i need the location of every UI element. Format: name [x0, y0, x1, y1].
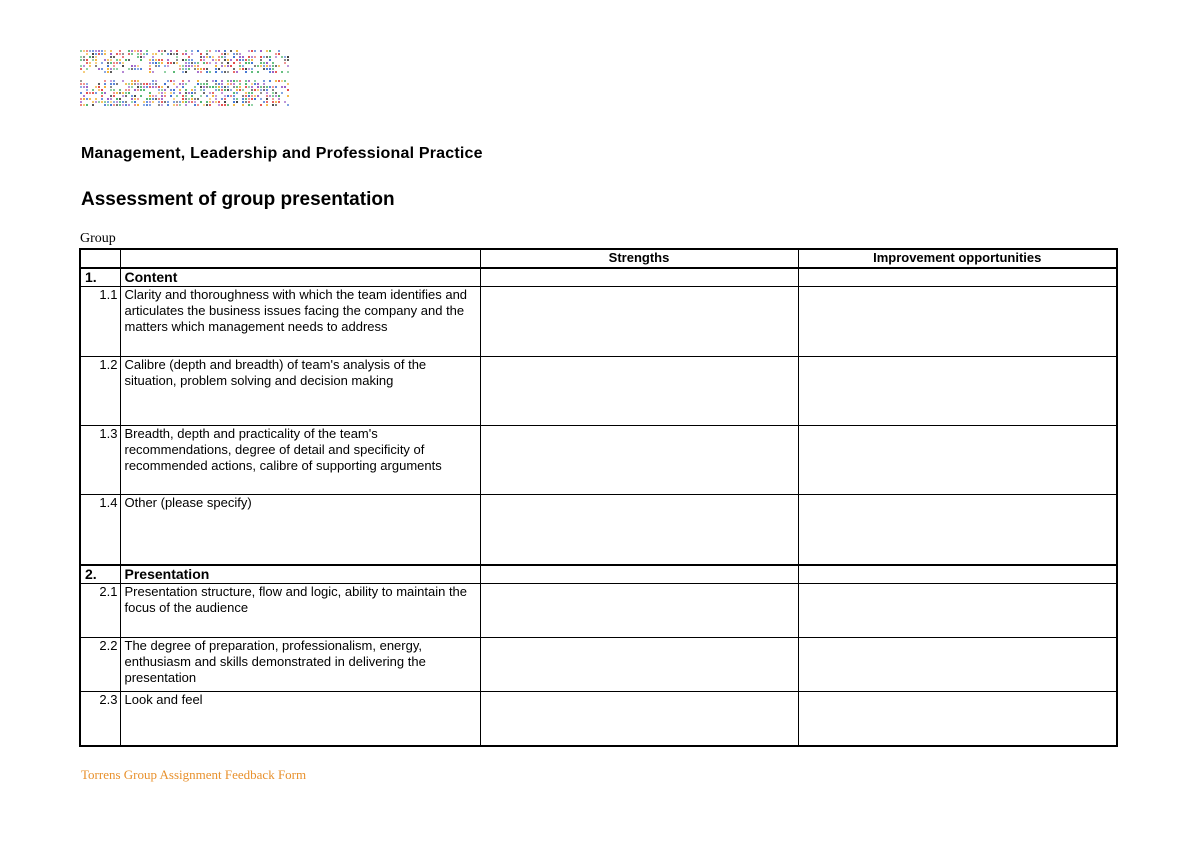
- improvement-cell[interactable]: [798, 565, 1117, 584]
- improvement-cell[interactable]: [798, 287, 1117, 357]
- criterion-text: Presentation structure, flow and logic, ability to maintain the focus of the audience: [120, 584, 480, 638]
- page-title: Assessment of group presentation: [81, 189, 395, 210]
- criterion-number: 2.2: [80, 638, 120, 692]
- improvement-cell[interactable]: [798, 638, 1117, 692]
- section-number: 2.: [80, 565, 120, 584]
- table-row: [80, 495, 1117, 566]
- criterion-text: Clarity and thoroughness with which the team identifies and articulates the business issues facing the company and the matters which management needs to address: [120, 287, 480, 357]
- criterion-number: 1.4: [80, 495, 120, 566]
- section-name: Presentation: [120, 565, 480, 584]
- section-row-presentation: [80, 565, 1117, 584]
- criterion-text: Calibre (depth and breadth) of team's analysis of the situation, problem solving and decision making: [120, 357, 480, 426]
- improvement-cell[interactable]: [798, 584, 1117, 638]
- table-header-row: [80, 249, 1117, 268]
- strengths-cell[interactable]: [480, 268, 798, 287]
- footer-form-name: Torrens Group Assignment Feedback Form: [81, 767, 307, 782]
- strengths-cell[interactable]: [480, 426, 798, 495]
- criterion-number: 1.3: [80, 426, 120, 495]
- strengths-cell[interactable]: [480, 584, 798, 638]
- improvement-cell[interactable]: [798, 495, 1117, 566]
- criterion-number: 1.1: [80, 287, 120, 357]
- section-number: 1.: [80, 268, 120, 287]
- section-name: Content: [120, 268, 480, 287]
- section-row-content: [80, 268, 1117, 287]
- strengths-cell[interactable]: [480, 287, 798, 357]
- criterion-number: 1.2: [80, 357, 120, 426]
- criterion-text: Other (please specify): [120, 495, 480, 566]
- improvement-cell[interactable]: [798, 692, 1117, 747]
- table-row: [80, 692, 1117, 747]
- strengths-cell[interactable]: [480, 692, 798, 747]
- table-row: [80, 357, 1117, 426]
- improvement-cell[interactable]: [798, 426, 1117, 495]
- strengths-cell[interactable]: [480, 495, 798, 566]
- strengths-cell[interactable]: [480, 357, 798, 426]
- header-criteria-cell: [120, 249, 480, 268]
- table-row: [80, 638, 1117, 692]
- table-row: [80, 287, 1117, 357]
- table-row: [80, 426, 1117, 495]
- improvement-cell[interactable]: [798, 357, 1117, 426]
- criterion-text: Breadth, depth and practicality of the team's recommendations, degree of detail and specificity of recommended actions, calibre of supporting arguments: [120, 426, 480, 495]
- group-label: Group: [80, 231, 116, 246]
- improvement-cell[interactable]: [798, 268, 1117, 287]
- assessment-table: [79, 248, 1118, 747]
- header-number-cell: [80, 249, 120, 268]
- criterion-number: 2.1: [80, 584, 120, 638]
- header-improvement-opportunities: Improvement opportunities: [798, 249, 1117, 268]
- criterion-number: 2.3: [80, 692, 120, 747]
- institution-logo-icon: [80, 48, 292, 110]
- table-row: [80, 584, 1117, 638]
- course-subtitle: Management, Leadership and Professional Practice: [81, 145, 483, 162]
- header-strengths: Strengths: [480, 249, 798, 268]
- criterion-text: Look and feel: [120, 692, 480, 747]
- criterion-text: The degree of preparation, professionalism, energy, enthusiasm and skills demonstrated in delivering the presentation: [120, 638, 480, 692]
- strengths-cell[interactable]: [480, 638, 798, 692]
- strengths-cell[interactable]: [480, 565, 798, 584]
